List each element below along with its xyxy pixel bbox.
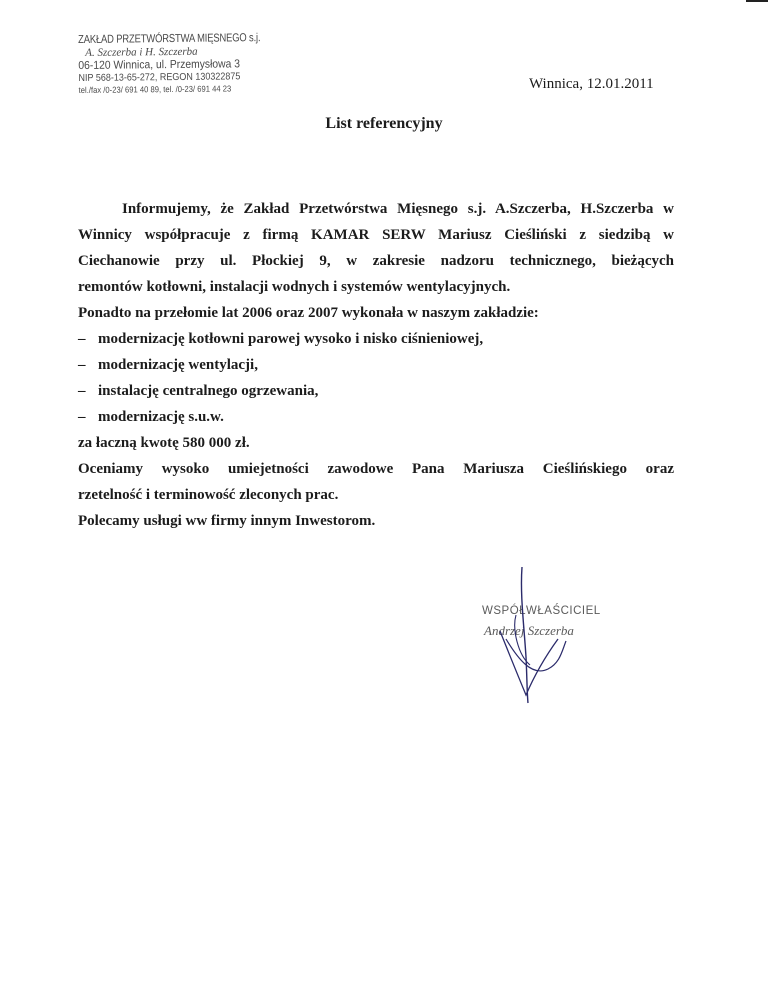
signature-name: Andrzej Szczerba bbox=[484, 623, 574, 638]
stamp-ids: NIP 568-13-65-272, REGON 130322875 bbox=[78, 71, 241, 84]
stamp-address: 06-120 Winnica, ul. Przemysłowa 3 bbox=[78, 58, 241, 72]
paragraph-1-line-4: remontów kotłowni, instalacji wodnych i systemów wentylacyjnych. bbox=[78, 279, 511, 295]
rating-line-2: rzetelność i terminowość zleconych prac. bbox=[78, 487, 339, 503]
dash-marker: – bbox=[78, 331, 86, 347]
signature-block bbox=[470, 565, 630, 715]
list-item bbox=[78, 352, 674, 378]
dash-marker: – bbox=[78, 409, 86, 425]
list-item-text: instalację centralnego ogrzewania, bbox=[98, 383, 319, 399]
letter-title: List referencyjny bbox=[325, 115, 443, 132]
letter-date: Winnica, 12.01.2011 bbox=[529, 76, 654, 92]
list-item bbox=[78, 378, 674, 404]
paragraph-1-line-2: Winnicy współpracuje z firmą KAMAR SERW Mariusz Cieśliński z siedzibą w bbox=[78, 227, 674, 243]
paragraph-1-line-3: Ciechanowie przy ul. Płockiej 9, w zakresie nadzoru technicznego, bieżących bbox=[78, 253, 674, 269]
list-item-text: modernizację s.u.w. bbox=[98, 409, 224, 425]
page-edge-mark bbox=[746, 0, 768, 2]
company-stamp bbox=[78, 31, 279, 96]
signature-role: WSPÓŁWŁAŚCICIEL bbox=[482, 605, 601, 617]
recommendation: Polecamy usługi ww firmy innym Inwestorom. bbox=[78, 513, 376, 529]
rating-line-1: Oceniamy wysoko umiejetności zawodowe Pana Mariusza Cieślińskiego oraz bbox=[78, 461, 674, 477]
works-intro: Ponadto na przełomie lat 2006 oraz 2007 wykonała w naszym zakładzie: bbox=[78, 305, 539, 321]
stamp-owners: A. Szczerba i H. Szczerba bbox=[85, 45, 198, 59]
paragraph-1-line-1: Informujemy, że Zakład Przetwórstwa Mięsnego s.j. A.Szczerba, H.Szczerba w bbox=[122, 201, 674, 217]
list-item bbox=[78, 404, 674, 430]
dash-marker: – bbox=[78, 357, 86, 373]
stamp-phones: tel./fax /0-23/ 691 40 89, tel. /0-23/ 691 44 23 bbox=[78, 83, 232, 95]
list-item bbox=[78, 326, 674, 352]
dash-marker: – bbox=[78, 383, 86, 399]
letter-body bbox=[78, 196, 674, 534]
total-amount: za łaczną kwotę 580 000 zł. bbox=[78, 435, 250, 451]
handwritten-signature-icon bbox=[470, 565, 630, 715]
list-item-text: modernizację kotłowni parowej wysoko i nisko ciśnieniowej, bbox=[98, 331, 484, 347]
list-item-text: modernizację wentylacji, bbox=[98, 357, 258, 373]
stamp-company: ZAKŁAD PRZETWÓRSTWA MIĘSNEGO s.j. bbox=[78, 32, 261, 46]
